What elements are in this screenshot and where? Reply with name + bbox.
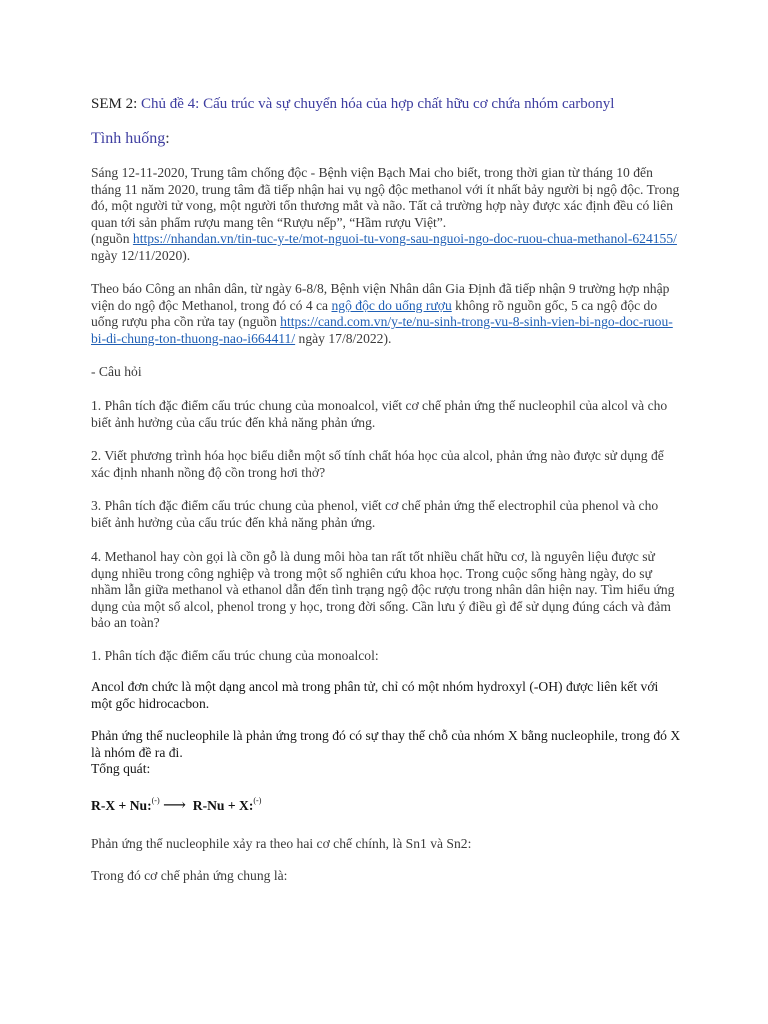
situation-heading (91, 129, 681, 148)
source-1-prefix: (nguồn (91, 231, 133, 247)
situation-heading-text: Tình huống (91, 130, 166, 147)
substitution-definition-text: Phản ứng thế nucleophile là phản ứng trong đó có sự thay thế chỗ của nhóm X bằng nucleophile, trong đó X là nhóm đề ra đi. (91, 728, 681, 760)
substitution-definition (91, 728, 681, 778)
source-1-suffix: ngày 12/11/2020). (91, 247, 191, 263)
equation-right: R-Nu + X: (192, 798, 254, 813)
paragraph-2-text-a: Theo báo Công an nhân dân, từ ngày 6-8/8, Bệnh viện Nhân dân Gia Định đã tiếp nhận 9 trường hợp nhập viện do ngộ độc Methanol, trong đó có 4 ca (91, 281, 670, 313)
question-2: 2. Viết phương trình hóa học biểu diễn một số tính chất hóa học của alcol, phản ứng nào được sử dụng để xác định nhanh nồng độ cồn trong hơi thở? (91, 448, 664, 480)
question-4: 4. Methanol hay còn gọi là cồn gỗ là dung môi hòa tan rất tốt nhiều chất hữu cơ, là nguyên liệu được sử dụng nhiều trong công nghiệp và trong một số nghiên cứu khoa học. Trong cuộc sống hàng ngày, do sự nhầm lẫn giữa methanol và ethanol dẫn đến tình trạng ngộ độc rượu trong nhân dân hiện nay. Tìm hiểu ứng dụng của một số alcol, phenol trong y học, trong đời sống. Cần lưu ý điều gì để sử dụng đúng cách và đảm bảo an toàn? (91, 549, 675, 631)
document-title (91, 95, 681, 113)
source-2-link[interactable]: https://cand.com.vn/y-te/nu-sinh-trong-vu-8-sinh-vien-bi-ngo-doc-ruou-bi-di-chung-ton-thuong-nao-i664411/ (91, 314, 673, 346)
general-label: Tổng quát: (91, 761, 151, 777)
question-3: 3. Phân tích đặc điểm cấu trúc chung của phenol, viết cơ chế phản ứng thế electrophil của phenol và cho biết ảnh hưởng của cấu trúc đến khả năng phản ứng. (91, 498, 659, 530)
question-1: 1. Phân tích đặc điểm cấu trúc chung của monoalcol, viết cơ chế phản ứng thế nucleophil của alcol và cho biết ảnh hưởng của cấu trúc đến khả năng phản ứng. (91, 398, 668, 430)
paragraph-1 (91, 165, 681, 265)
paragraph-2-text-c: ngày 17/8/2022). (295, 330, 392, 346)
equation-charge-1: (-) (151, 796, 160, 805)
answer-1-heading: 1. Phân tích đặc điểm cấu trúc chung của monoalcol: (91, 648, 379, 663)
paragraph-2-text-b: không rõ nguồn gốc, 5 ca ngộ độc do uống rượu pha cồn rửa tay (nguồn (91, 297, 658, 330)
common-mechanism-sentence: Trong đó cơ chế phản ứng chung là: (91, 868, 288, 883)
situation-heading-colon: : (165, 130, 170, 147)
equation-charge-2: (-) (253, 796, 262, 805)
reaction-equation (91, 793, 681, 815)
questions-heading: - Câu hỏi (91, 364, 142, 379)
source-1-link[interactable]: https://nhandan.vn/tin-tuc-y-te/mot-nguoi-tu-vong-sau-nguoi-ngo-doc-ruou-chua-methanol-624155/ (132, 231, 677, 247)
arrow-icon: ⟶ (163, 797, 186, 814)
paragraph-1-text: Sáng 12-11-2020, Trung tâm chống độc - Bệnh viện Bạch Mai cho biết, trong thời gian từ tháng 10 đến tháng 11 năm 2020, trung tâm đã tiếp nhận hai vụ ngộ độc methanol với ít nhất bảy người bị ngộ độc. Trong đó, một người tử vong, một người tổn thương mắt và não. Tất cả trường hợp này được xác định đều có liên quan tới sản phẩm rượu mang tên “Rượu nếp”, “Hầm rượu Việt”. (91, 165, 680, 230)
title-prefix: SEM 2: (91, 96, 138, 112)
monoalcol-definition: Ancol đơn chức là một dạng ancol mà trong phân tử, chỉ có một nhóm hydroxyl (-OH) được liên kết với một gốc hidrocacbon. (91, 679, 659, 711)
mechanism-sentence: Phản ứng thế nucleophile xảy ra theo hai cơ chế chính, là Sn1 và Sn2: (91, 836, 472, 851)
paragraph-2 (91, 281, 681, 347)
equation-left: R-X + Nu: (91, 798, 152, 813)
poisoning-link[interactable]: ngộ độc do uống rượu (331, 297, 452, 313)
title-main: Chủ đề 4: Cấu trúc và sự chuyển hóa của hợp chất hữu cơ chứa nhóm carbonyl (137, 96, 615, 112)
